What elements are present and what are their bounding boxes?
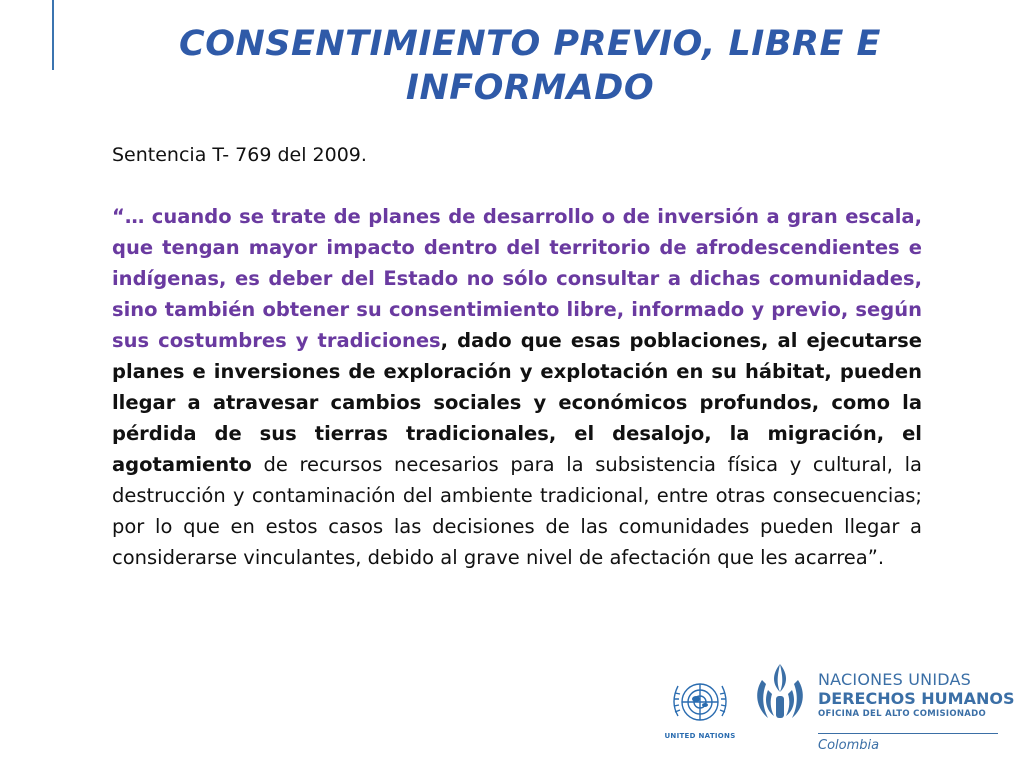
citation: Sentencia T- 769 del 2009.: [112, 144, 367, 166]
slide-title: CONSENTIMIENTO PREVIO, LIBRE E INFORMADO: [179, 24, 881, 108]
ohchr-wordmark: [818, 670, 1018, 721]
un-caption: UNITED NATIONS: [664, 732, 736, 740]
accent-rule: [52, 0, 54, 70]
quote-paragraph: [112, 201, 922, 573]
ohchr-line1: NACIONES UNIDAS: [818, 670, 971, 689]
ohchr-divider: [818, 733, 998, 734]
ohchr-emblem-logo: [752, 660, 808, 730]
ohchr-line2: DERECHOS HUMANOS: [818, 689, 1015, 708]
ohchr-country: Colombia: [818, 738, 880, 753]
quote-plain: de recursos necesarios para la subsistencia física y cultural, la destrucción y contaminación del ambiente tradicional, entre otras consecuencias; por lo que en estos casos las decisiones de las comunidades pueden llegar a considerarse vinculantes, debido al grave nivel de afectación que les acarrea”.: [112, 453, 922, 569]
quote-bold: , dado que esas poblaciones, al ejecutarse planes e inversiones de exploración y explotación en su hábitat, pueden llegar a atravesar cambios sociales y económicos profundos, como la pérdida de sus tierras tradicionales, el desalojo, la migración, el agotamiento: [112, 329, 922, 476]
ohchr-line3: OFICINA DEL ALTO COMISIONADO: [818, 709, 987, 719]
quote-highlight: “… cuando se trate de planes de desarrollo o de inversión a gran escala, que tengan mayor impacto dentro del territorio de afrodescendientes e indígenas, es deber del Estado no sólo consultar a dichas comunidades, sino también obtener su consentimiento libre, informado y previo, según sus costumbres y tradiciones: [112, 205, 922, 352]
